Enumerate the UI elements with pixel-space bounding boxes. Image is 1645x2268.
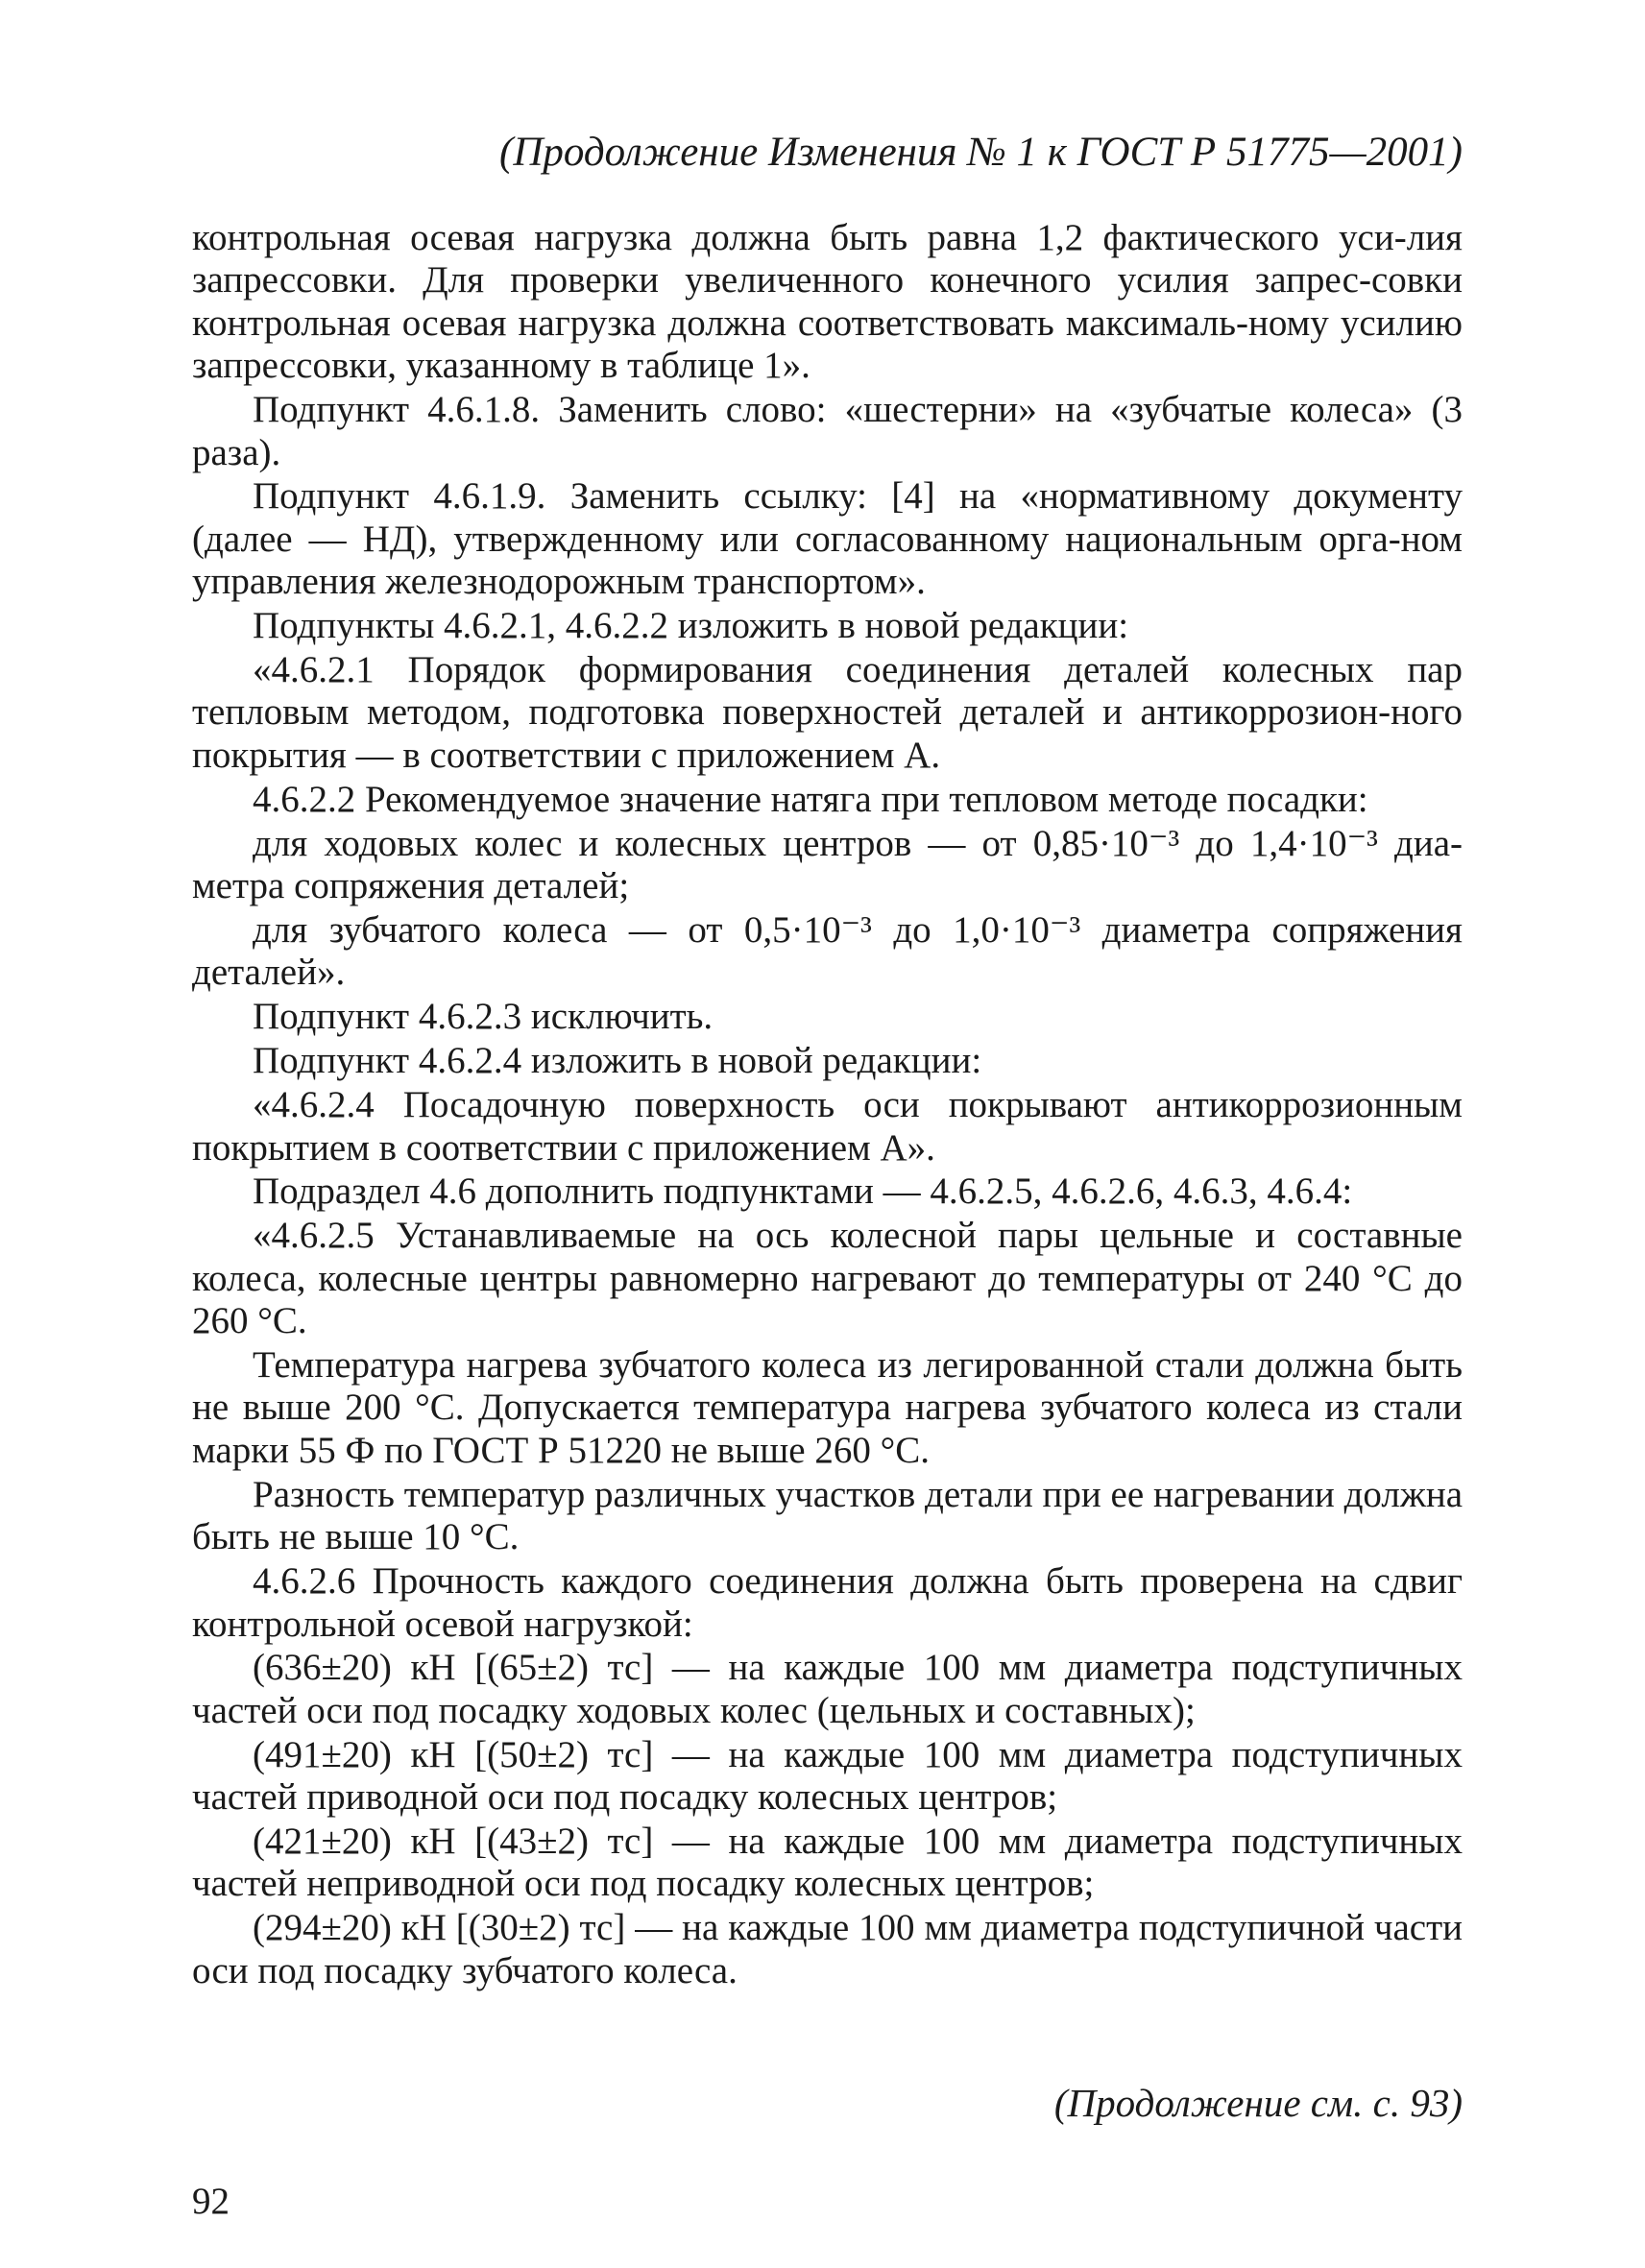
paragraph: (421±20) кН [(43±2) тс] — на каждые 100 мм диаметра подступичных частей неприводной оси под посадку колесных центров; — [192, 1821, 1463, 1905]
paragraph: «4.6.2.4 Посадочную поверхность оси покрывают антикоррозионным покрытием в соответствии с приложением А». — [192, 1084, 1463, 1169]
paragraph: контрольная осевая нагрузка должна быть равна 1,2 фактического уси-лия запрессовки. Для проверки увеличенного конечного усилия запрес-совки контрольная осевая нагрузка должна соответствовать максималь-ному усилию запрессовки, указанному в таблице 1». — [192, 217, 1463, 387]
paragraph: Подпункт 4.6.1.8. Заменить слово: «шестерни» на «зубчатые колеса» (3 раза). — [192, 389, 1463, 473]
paragraph: Подпункт 4.6.2.3 исключить. — [253, 996, 714, 1038]
paragraph: Подраздел 4.6 дополнить подпунктами — 4.6.2.5, 4.6.2.6, 4.6.3, 4.6.4: — [253, 1170, 1353, 1213]
paragraph: для зубчатого колеса — от 0,5·10⁻³ до 1,0·10⁻³ диаметра сопряжения деталей». — [192, 909, 1463, 994]
paragraph: Разность температур различных участков детали при ее нагревании должна быть не выше 10 °С. — [192, 1473, 1463, 1558]
paragraph: для ходовых колес и колесных центров — от 0,85·10⁻³ до 1,4·10⁻³ диа-метра сопряжения деталей; — [192, 822, 1463, 907]
paragraph: 4.6.2.2 Рекомендуемое значение натяга при тепловом методе посадки: — [253, 778, 1368, 820]
paragraph: Подпункт 4.6.2.4 изложить в новой редакции: — [253, 1040, 982, 1082]
paragraph: 4.6.2.6 Прочность каждого соединения должна быть проверена на сдвиг контрольной осевой нагрузкой: — [192, 1560, 1463, 1645]
paragraph: Подпункты 4.6.2.1, 4.6.2.2 изложить в новой редакции: — [253, 605, 1129, 647]
paragraph: «4.6.2.5 Устанавливаемые на ось колесной пары цельные и составные колеса, колесные центры равномерно нагревают до температуры от 240 °С до 260 °С. — [192, 1215, 1463, 1342]
paragraph: (636±20) кН [(65±2) тс] — на каждые 100 мм диаметра подступичных частей оси под посадку ходовых колес (цельных и составных); — [192, 1647, 1463, 1731]
paragraph: (294±20) кН [(30±2) тс] — на каждые 100 мм диаметра подступичной части оси под посадку зубчатого колеса. — [192, 1907, 1463, 1991]
paragraph: Подпункт 4.6.1.9. Заменить ссылку: [4] на «нормативному документу (далее — НД), утвержденному или согласованному национальным орга-ном управления железнодорожным транспортом». — [192, 475, 1463, 603]
paragraph: (491±20) кН [(50±2) тс] — на каждые 100 мм диаметра подступичных частей приводной оси под посадку колесных центров; — [192, 1733, 1463, 1819]
continuation-note: (Продолжение см. с. 93) — [1053, 2081, 1463, 2125]
running-header: (Продолжение Изменения № 1 к ГОСТ Р 51775—2001) — [499, 130, 1463, 175]
paragraph: Температура нагрева зубчатого колеса из легированной стали должна быть не выше 200 °С. Допускается температура нагрева зубчатого колеса из стали марки 55 Ф по ГОСТ Р 51220 не выше 260 °С. — [192, 1344, 1463, 1471]
body-text — [192, 217, 1463, 1992]
paragraph: «4.6.2.1 Порядок формирования соединения деталей колесных пар тепловым методом, подготовка поверхностей деталей и антикоррозион-ного покрытия — в соответствии с приложением А. — [192, 649, 1463, 776]
page-number: 92 — [192, 2181, 230, 2222]
